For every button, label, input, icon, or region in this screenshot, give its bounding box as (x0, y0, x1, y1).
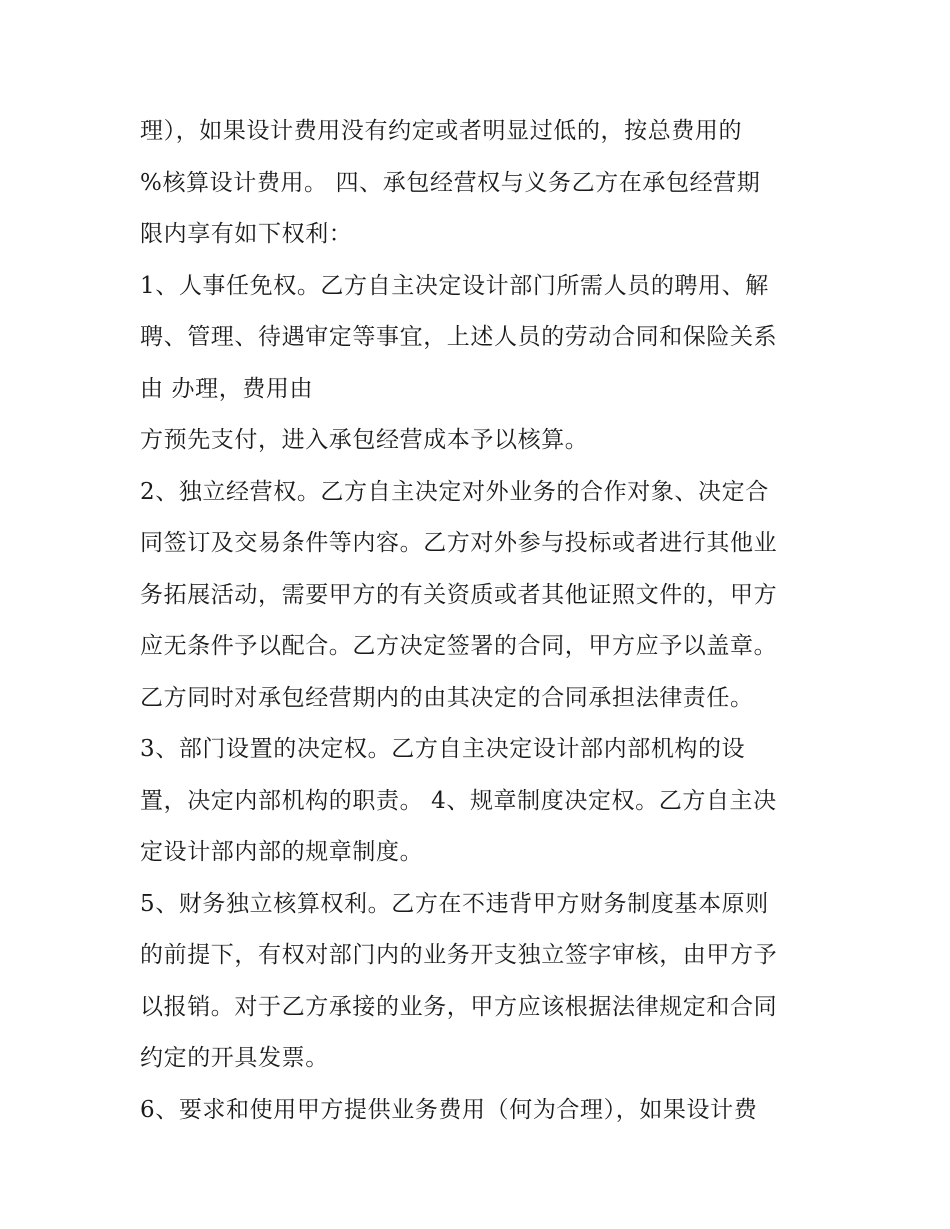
text-line: 约定的开具发票。 (140, 1045, 329, 1071)
text-line: 应无条件予以配合。乙方决定签署的合同，甲方应予以盖章。 (140, 633, 778, 659)
document-body (140, 108, 830, 1138)
text-line: 2、独立经营权。乙方自主决定对外业务的合作对象、决定合 (140, 478, 769, 505)
text-line: %核算设计费用。 四、承包经营权与义务乙方在承包经营期 (140, 169, 761, 196)
text-line: 乙方同时对承包经营期内的由其决定的合同承担法律责任。 (140, 684, 754, 711)
text-line: 6、要求和使用甲方提供业务费用（何为合理），如果设计费 (140, 1096, 758, 1123)
text-line: 定设计部内部的规章制度。 (140, 839, 424, 865)
text-line: 方预先支付，进入承包经营成本予以核算。 (140, 427, 589, 453)
text-line: 以报销。对于乙方承接的业务，甲方应该根据法律规定和合同 (140, 993, 778, 1020)
text-line: 理），如果设计费用没有约定或者明显过低的，按总费用的 (140, 118, 743, 144)
text-line: 限内享有如下权利： (140, 221, 353, 247)
text-line: 1、人事任免权。乙方自主决定设计部门所需人员的聘用、解 (140, 272, 769, 299)
text-line: 务拓展活动，需要甲方的有关资质或者其他证照文件的，甲方 (140, 581, 778, 608)
text-line: 的前提下，有权对部门内的业务开支独立签字审核，由甲方予 (140, 942, 778, 968)
text-line: 3、部门设置的决定权。乙方自主决定设计部内部机构的设 (140, 736, 746, 762)
text-line: 聘、管理、待遇审定等事宜，上述人员的劳动合同和保险关系 (140, 324, 778, 350)
text-line: 置，决定内部机构的职责。 4、规章制度决定权。乙方自主决 (140, 787, 777, 814)
text-line: 同签订及交易条件等内容。乙方对外参与投标或者进行其他业 (140, 530, 778, 556)
text-line: 由 办理，费用由 (140, 375, 314, 402)
text-line: 5、财务独立核算权利。乙方在不违背甲方财务制度基本原则 (140, 890, 769, 917)
